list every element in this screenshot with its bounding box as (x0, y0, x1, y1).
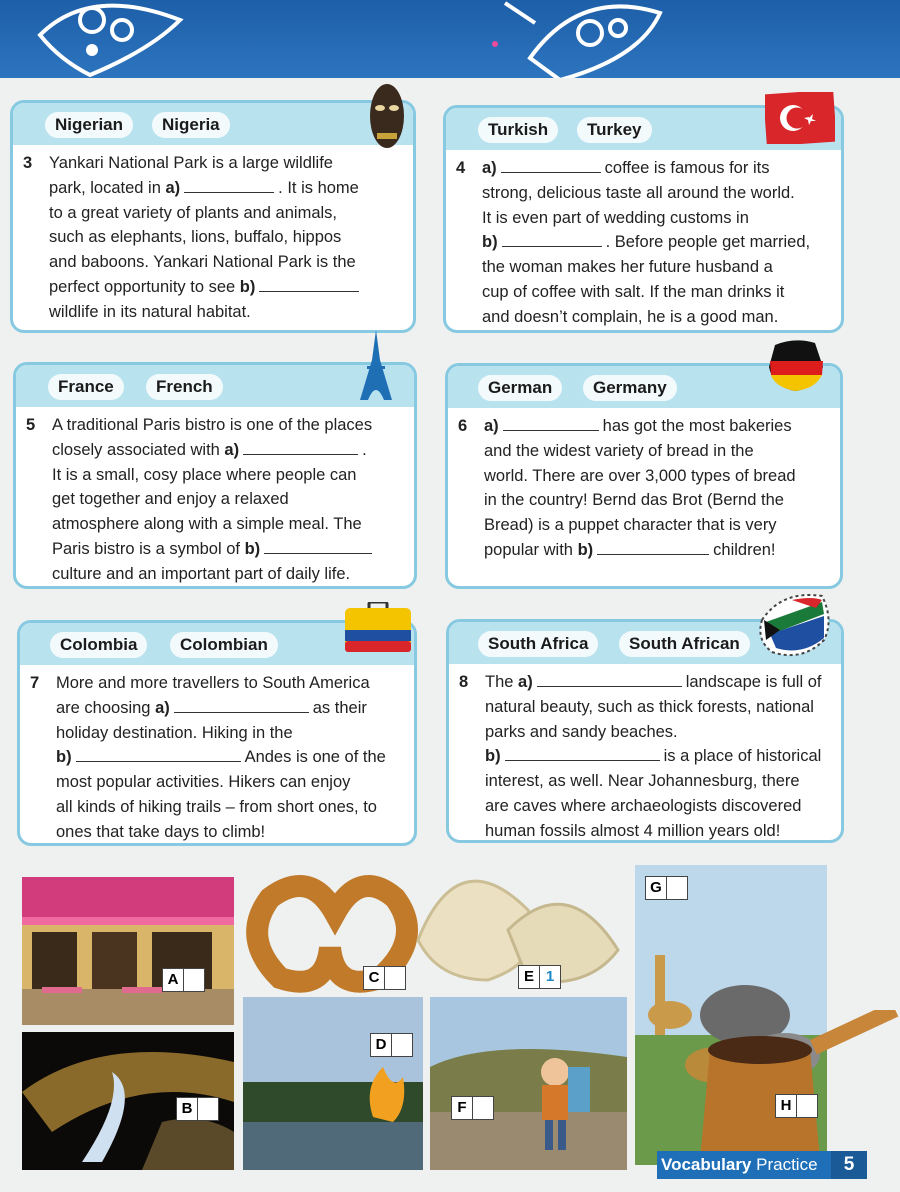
word-pill: Nigerian (45, 112, 133, 138)
text-line: world. There are over 3,000 types of bread (484, 466, 796, 485)
text-line: A traditional Paris bistro is one of the places (52, 416, 373, 434)
blank-label: a) (484, 417, 499, 435)
blank-label: b) (239, 277, 256, 296)
picture-letter-box (775, 1094, 818, 1118)
picture-letter-box (162, 968, 205, 992)
word-pill: South African (619, 631, 750, 657)
text-line (485, 670, 829, 695)
text-fragment: popular with (484, 540, 578, 559)
exercise-card-7 (17, 620, 417, 846)
text-line: such as elephants, lions, buffalo, hippos (49, 228, 342, 247)
text-line (56, 745, 402, 770)
decorative-fish-icon (30, 0, 200, 78)
blank-label: a) (224, 440, 240, 459)
answer-box[interactable] (385, 967, 405, 989)
text-fragment: children! (713, 540, 776, 559)
text-fragment: is a place of historical (663, 747, 822, 766)
card-header (16, 365, 414, 407)
card-header (13, 103, 413, 145)
text-fragment: has got the most bakeries (602, 417, 792, 435)
text-line: strong, delicious taste all around the world. (482, 183, 795, 202)
word-pill: Colombian (170, 632, 278, 658)
text-line: most popular activities. Hikers can enjoy (56, 773, 351, 792)
word-pill: Colombia (50, 632, 147, 658)
footer-title-bold: Vocabulary (661, 1155, 752, 1174)
card-text (13, 145, 413, 325)
picture-letter-box (363, 966, 406, 990)
text-line (49, 275, 401, 300)
text-line (56, 696, 402, 721)
south-africa-map-flag-icon (752, 590, 834, 662)
answer-box[interactable] (184, 969, 204, 991)
card-text (449, 664, 841, 843)
answer-blank[interactable] (259, 275, 359, 292)
answer-box[interactable]: 1 (545, 968, 555, 985)
picture-letter: E (519, 966, 540, 988)
answer-box[interactable] (198, 1098, 218, 1120)
text-line: and the widest variety of bread in the (484, 441, 754, 460)
text-line: wildlife in its natural habitat. (49, 302, 251, 321)
card-text (446, 150, 841, 330)
answer-blank[interactable] (264, 537, 372, 554)
text-line (52, 438, 402, 463)
footer-banner (657, 1151, 867, 1179)
text-line (52, 537, 402, 562)
text-fragment: are choosing (56, 698, 156, 717)
answer-blank[interactable] (597, 538, 709, 555)
text-line (482, 156, 829, 181)
exercise-card-3 (10, 100, 416, 333)
text-line: get together and enjoy a relaxed (52, 490, 289, 509)
african-mask-icon (362, 78, 412, 156)
word-pill: Germany (583, 375, 677, 401)
blank-label: a) (518, 673, 533, 691)
answer-blank[interactable] (243, 438, 358, 455)
turkey-flag-icon (765, 92, 835, 144)
word-pill: Turkey (577, 117, 652, 143)
answer-blank[interactable] (184, 176, 274, 193)
text-line: and doesn’t complain, he is a good man. (482, 307, 779, 326)
text-line: Yankari National Park is a large wildlife (49, 154, 333, 172)
word-pill: French (146, 374, 223, 400)
text-fragment: landscape is full of (685, 673, 822, 691)
germany-map-flag-icon (765, 337, 827, 393)
picture-letter-box (176, 1097, 219, 1121)
text-fragment: . Before people get married, (605, 233, 811, 252)
eiffel-tower-icon (358, 330, 394, 400)
text-line: Bread) is a puppet character that is very (484, 516, 777, 535)
picture-letter: B (177, 1098, 198, 1120)
answer-blank[interactable] (76, 745, 241, 762)
exercise-card-5 (13, 362, 417, 589)
word-pill: South Africa (478, 631, 598, 657)
blank-label: b) (485, 747, 501, 766)
page-number: 5 (831, 1151, 867, 1179)
text-fragment: Paris bistro is a symbol of (52, 539, 245, 558)
text-line: in the country! Bernd das Brot (Bernd the (484, 491, 784, 510)
photo-hiker-boy (430, 997, 627, 1170)
text-line (482, 230, 829, 255)
word-pill: Nigeria (152, 112, 230, 138)
word-pill: Turkish (478, 117, 558, 143)
exercise-number: 6 (458, 417, 468, 435)
card-text (20, 665, 414, 845)
text-fragment: . (362, 440, 367, 459)
picture-letter: F (452, 1097, 473, 1119)
text-line: to a great variety of plants and animals, (49, 203, 337, 222)
text-line (484, 414, 828, 439)
photo-paris-bistro (22, 877, 234, 1025)
colombia-suitcase-icon (345, 602, 411, 652)
text-fragment: coffee is famous for its (604, 159, 770, 177)
card-text (16, 407, 414, 587)
blank-label: a) (165, 178, 181, 197)
text-fragment: . It is home (278, 178, 359, 197)
blank-label: b) (244, 539, 261, 558)
photo-campfire-lake (243, 997, 423, 1170)
answer-blank[interactable] (503, 414, 599, 431)
picture-letter-box (451, 1096, 494, 1120)
answer-box[interactable] (473, 1097, 493, 1119)
answer-blank[interactable] (174, 696, 309, 713)
text-line: atmosphere along with a simple meal. The (52, 515, 362, 534)
text-line: all kinds of hiking trails – from short ones, to (56, 797, 377, 816)
text-line: are caves where archaeologists discovered (485, 796, 802, 815)
text-line: cup of coffee with salt. If the man drinks it (482, 282, 785, 301)
blank-label: b) (482, 233, 498, 252)
text-line: and baboons. Yankari National Park is the (49, 253, 356, 272)
text-line (485, 744, 829, 769)
footer-title-rest: Practice (751, 1155, 818, 1174)
decorative-rocket-icon (500, 0, 670, 78)
answer-blank[interactable] (501, 156, 601, 173)
exercise-number: 5 (26, 416, 36, 434)
text-line: holiday destination. Hiking in the (56, 723, 293, 742)
text-line: parks and sandy beaches. (485, 722, 678, 741)
top-banner (0, 0, 900, 78)
text-fragment: closely associated with (52, 440, 225, 459)
exercise-number: 4 (456, 159, 466, 177)
text-fragment: Andes is one of the (244, 748, 386, 767)
answer-box[interactable] (392, 1034, 412, 1056)
word-pill: German (478, 375, 562, 401)
text-line: human fossils almost 4 million years old! (485, 821, 781, 840)
answer-box[interactable] (667, 877, 687, 899)
text-fragment: as their (312, 698, 367, 717)
answer-blank[interactable] (537, 670, 682, 687)
text-line: the woman makes her future husband a (482, 258, 773, 277)
text-line: interest, as well. Near Johannesburg, there (485, 772, 800, 791)
answer-blank[interactable] (505, 744, 660, 761)
answer-blank[interactable] (502, 230, 602, 247)
blank-label: b) (577, 540, 594, 559)
text-line (484, 538, 828, 563)
photo-dumplings (398, 840, 628, 1000)
text-line: It is a small, cosy place where people can (52, 465, 357, 484)
picture-letter-box (370, 1033, 413, 1057)
picture-letter-box (518, 965, 561, 989)
blank-label: a) (482, 159, 497, 177)
text-line: More and more travellers to South America (56, 674, 370, 692)
text-line: natural beauty, such as thick forests, national (485, 697, 814, 716)
answer-box[interactable] (797, 1095, 817, 1117)
exercise-card-6 (445, 363, 843, 589)
picture-letter: C (364, 967, 385, 989)
text-fragment: perfect opportunity to see (49, 277, 240, 296)
exercise-number: 3 (23, 154, 33, 172)
text-line: It is even part of wedding customs in (482, 208, 749, 227)
text-line (49, 176, 401, 201)
picture-letter: G (646, 877, 667, 899)
blank-label: a) (155, 698, 170, 717)
picture-letter: D (371, 1034, 392, 1056)
word-pill: France (48, 374, 124, 400)
text-line: culture and an important part of daily life. (52, 564, 351, 583)
picture-letter: H (776, 1095, 797, 1117)
exercise-number: 8 (459, 673, 469, 691)
blank-label: b) (56, 748, 72, 767)
picture-letter: A (163, 969, 184, 991)
text-line: ones that take days to climb! (56, 822, 266, 841)
footer-title (661, 1155, 818, 1175)
text-fragment: The (485, 673, 519, 691)
picture-letter-box (645, 876, 688, 900)
text-fragment: park, located in (49, 178, 166, 197)
exercise-number: 7 (30, 674, 40, 692)
card-text (448, 408, 840, 563)
